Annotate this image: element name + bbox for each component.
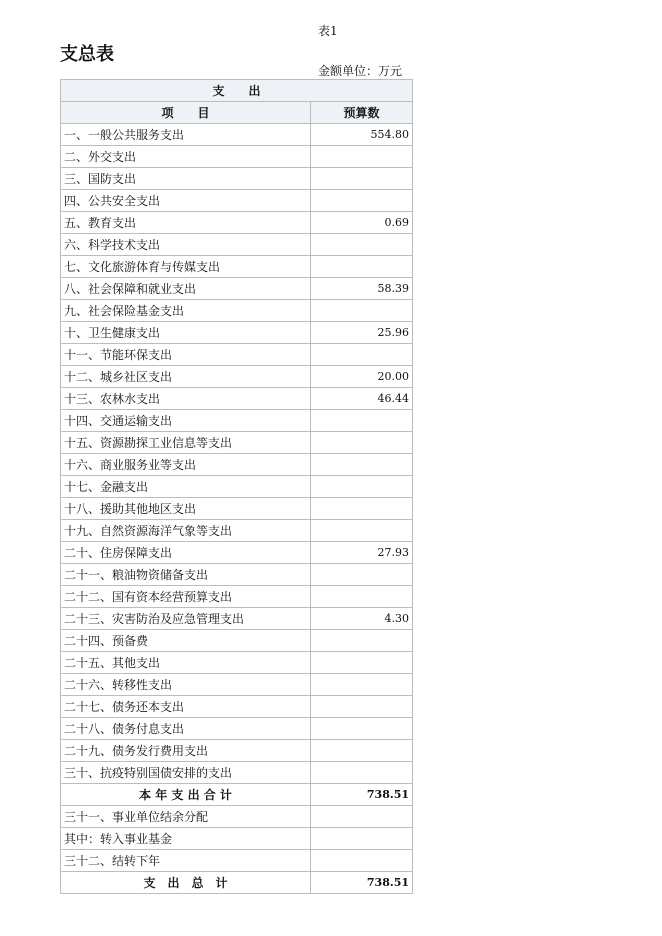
row-label: 二十七、债务还本支出 [61, 696, 311, 718]
table-row [61, 476, 413, 498]
row-label: 一、一般公共服务支出 [61, 124, 311, 146]
row-budget-value [311, 630, 413, 652]
row-label: 本 年 支 出 合 计 [61, 784, 311, 806]
table-row [61, 344, 413, 366]
row-label: 十九、自然资源海洋气象等支出 [61, 520, 311, 542]
table-row [61, 212, 413, 234]
table-row [61, 674, 413, 696]
table-row [61, 322, 413, 344]
table-row [61, 718, 413, 740]
row-budget-value: 738.51 [311, 872, 413, 894]
table-row [61, 454, 413, 476]
row-budget-value [311, 344, 413, 366]
row-label: 十一、节能环保支出 [61, 344, 311, 366]
row-label: 三十一、事业单位结余分配 [61, 806, 311, 828]
row-budget-value [311, 850, 413, 872]
row-label: 十七、金融支出 [61, 476, 311, 498]
table-row [61, 146, 413, 168]
table-row [61, 234, 413, 256]
row-budget-value [311, 586, 413, 608]
row-label: 二十六、转移性支出 [61, 674, 311, 696]
table-row [61, 520, 413, 542]
row-label: 七、文化旅游体育与传媒支出 [61, 256, 311, 278]
row-label: 十三、农林水支出 [61, 388, 311, 410]
table-row [61, 652, 413, 674]
row-budget-value [311, 652, 413, 674]
expenditure-table [60, 79, 413, 894]
table-row [61, 366, 413, 388]
table-number: 表1 [318, 24, 338, 38]
row-label: 十二、城乡社区支出 [61, 366, 311, 388]
row-budget-value [311, 762, 413, 784]
row-budget-value: 4.30 [311, 608, 413, 630]
row-budget-value [311, 256, 413, 278]
group-header-cell: 支 出 [61, 80, 413, 102]
table-row [61, 278, 413, 300]
row-label: 二十一、粮油物资储备支出 [61, 564, 311, 586]
row-budget-value [311, 718, 413, 740]
row-label: 十八、援助其他地区支出 [61, 498, 311, 520]
row-label: 二十五、其他支出 [61, 652, 311, 674]
row-budget-value [311, 828, 413, 850]
table-row [61, 564, 413, 586]
row-budget-value [311, 146, 413, 168]
table-row [61, 168, 413, 190]
group-header-row [61, 80, 413, 102]
table-row [61, 784, 413, 806]
table-row [61, 872, 413, 894]
table-row [61, 828, 413, 850]
row-label: 十、卫生健康支出 [61, 322, 311, 344]
row-budget-value [311, 300, 413, 322]
row-label: 三十、抗疫特别国债安排的支出 [61, 762, 311, 784]
row-label: 二十四、预备费 [61, 630, 311, 652]
table-row [61, 256, 413, 278]
row-budget-value: 58.39 [311, 278, 413, 300]
table-row [61, 630, 413, 652]
row-label: 二十三、灾害防治及应急管理支出 [61, 608, 311, 630]
column-header-row [61, 102, 413, 124]
row-budget-value: 738.51 [311, 784, 413, 806]
row-budget-value [311, 168, 413, 190]
row-budget-value [311, 674, 413, 696]
table-row [61, 586, 413, 608]
table-row [61, 850, 413, 872]
row-budget-value [311, 740, 413, 762]
row-budget-value [311, 476, 413, 498]
table-row [61, 190, 413, 212]
row-budget-value: 46.44 [311, 388, 413, 410]
row-budget-value: 25.96 [311, 322, 413, 344]
table-row [61, 410, 413, 432]
row-label: 支 出 总 计 [61, 872, 311, 894]
row-label: 二十八、债务付息支出 [61, 718, 311, 740]
table-row [61, 300, 413, 322]
row-label: 六、科学技术支出 [61, 234, 311, 256]
row-label: 十六、商业服务业等支出 [61, 454, 311, 476]
row-budget-value: 27.93 [311, 542, 413, 564]
table-row [61, 432, 413, 454]
row-label: 十五、资源勘探工业信息等支出 [61, 432, 311, 454]
table-row [61, 124, 413, 146]
table-row [61, 740, 413, 762]
table-row [61, 696, 413, 718]
row-budget-value: 554.80 [311, 124, 413, 146]
row-label: 其中：转入事业基金 [61, 828, 311, 850]
row-label: 二十九、债务发行费用支出 [61, 740, 311, 762]
row-label: 二十二、国有资本经营预算支出 [61, 586, 311, 608]
table-row [61, 498, 413, 520]
row-budget-value [311, 454, 413, 476]
row-budget-value [311, 498, 413, 520]
amount-unit-label: 金额单位：万元 [318, 64, 403, 78]
row-budget-value: 0.69 [311, 212, 413, 234]
row-budget-value: 20.00 [311, 366, 413, 388]
row-budget-value [311, 432, 413, 454]
table-row [61, 388, 413, 410]
row-budget-value [311, 234, 413, 256]
row-label: 二十、住房保障支出 [61, 542, 311, 564]
page-title: 支总表 [60, 44, 114, 65]
row-label: 四、公共安全支出 [61, 190, 311, 212]
column-header-item: 项 目 [61, 102, 311, 124]
row-budget-value [311, 564, 413, 586]
column-header-budget: 预算数 [311, 102, 413, 124]
row-budget-value [311, 520, 413, 542]
table-row [61, 542, 413, 564]
row-budget-value [311, 806, 413, 828]
row-budget-value [311, 696, 413, 718]
row-label: 九、社会保险基金支出 [61, 300, 311, 322]
table-row [61, 608, 413, 630]
row-label: 二、外交支出 [61, 146, 311, 168]
row-label: 五、教育支出 [61, 212, 311, 234]
row-budget-value [311, 410, 413, 432]
row-label: 三、国防支出 [61, 168, 311, 190]
row-label: 八、社会保障和就业支出 [61, 278, 311, 300]
row-label: 十四、交通运输支出 [61, 410, 311, 432]
table-row [61, 762, 413, 784]
row-label: 三十二、结转下年 [61, 850, 311, 872]
row-budget-value [311, 190, 413, 212]
table-row [61, 806, 413, 828]
